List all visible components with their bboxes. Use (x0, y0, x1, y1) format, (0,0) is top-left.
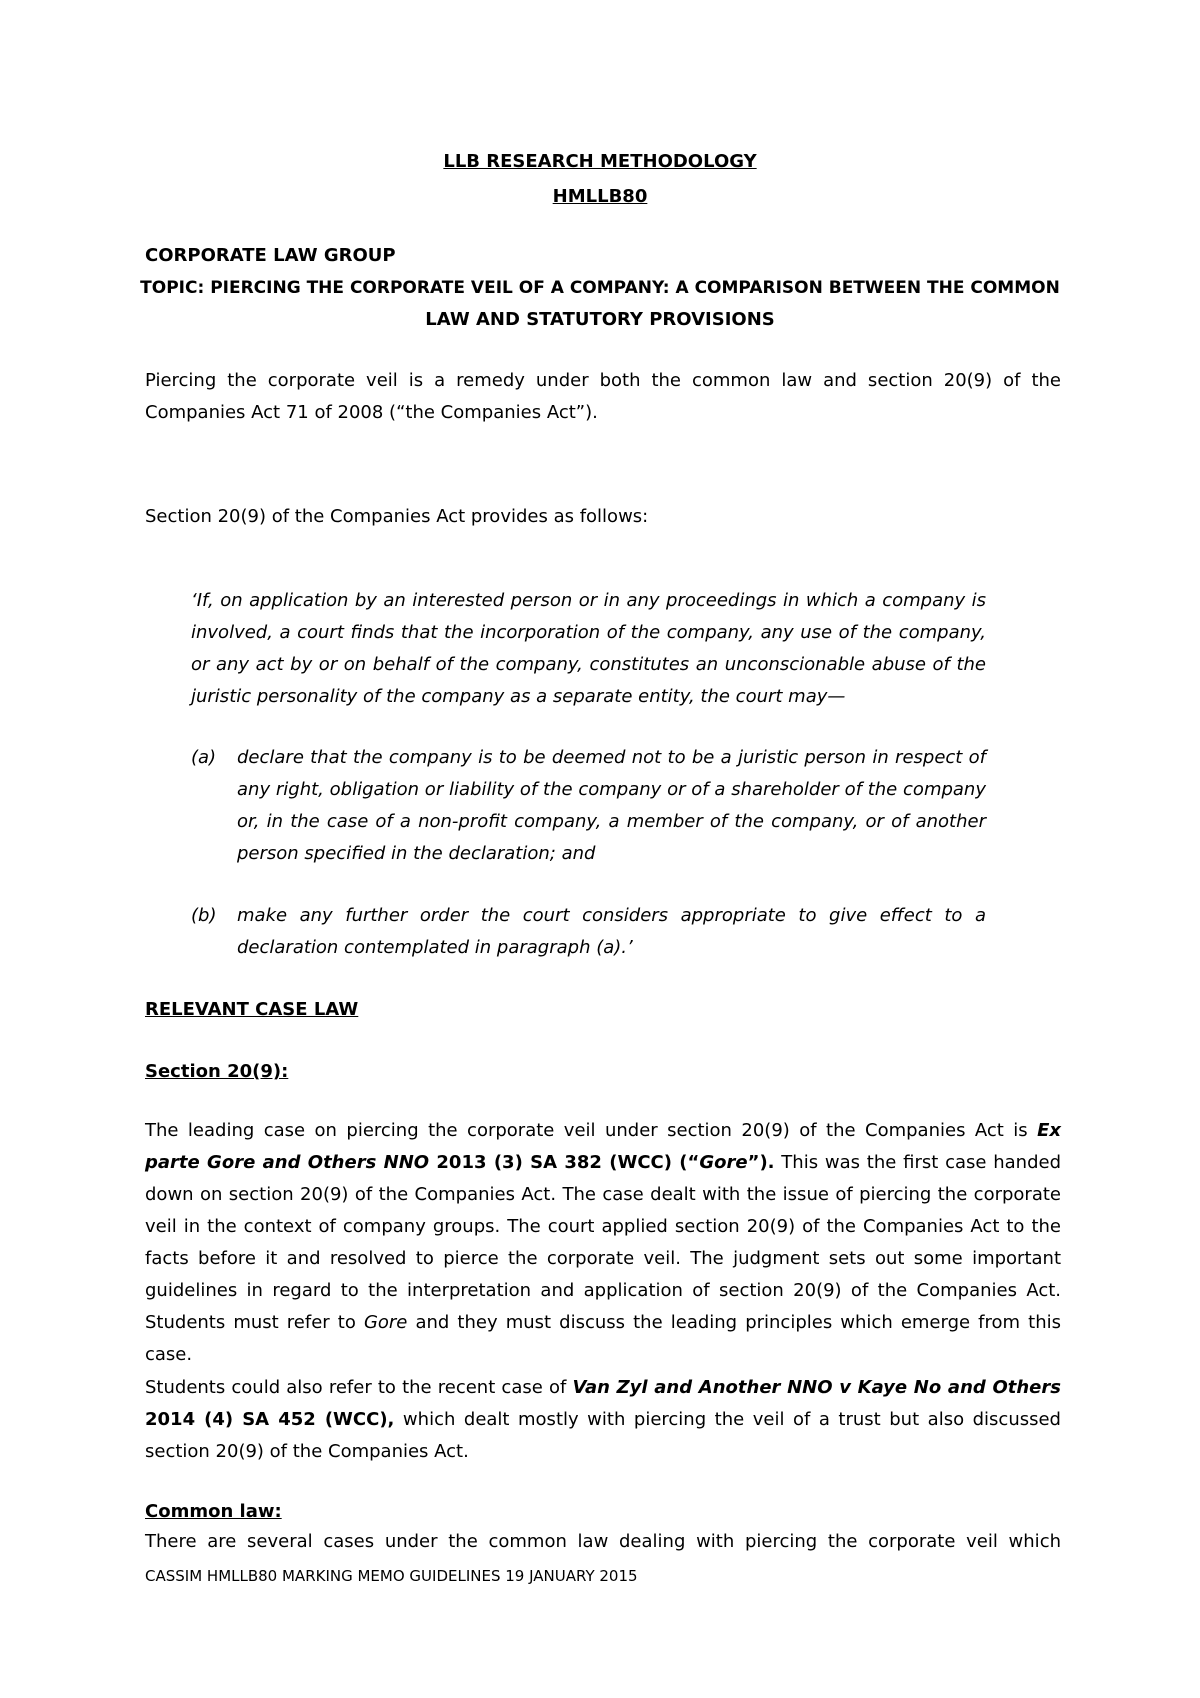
quote-item-a (191, 742, 986, 870)
common-law-heading: Common law: (145, 1501, 282, 1522)
gore-text-c: and they must discuss the leading principles which emerge from this case. (145, 1312, 1062, 1365)
van-zyl-paragraph (145, 1372, 1061, 1468)
quote-item-text: make any further order the court considers appropriate to give effect to a declaration contemplated in paragraph (a).’ (237, 905, 986, 958)
course-code: HMLLB80 (552, 186, 648, 207)
gore-text-b: This was the first case handed down on section 20(9) of the Companies Act. The case dealt with the issue of piercing the corporate veil in the context of company groups. The court applied section 20(9) of the Companies Act to the facts before it and resolved to pierce the corporate veil. The judgment sets out some important guidelines in regard to the interpretation and application of section 20(9) of the Companies Act. Students must refer to (145, 1152, 1061, 1333)
gore-reference: Gore (363, 1312, 408, 1333)
topic-line-1: TOPIC: PIERCING THE CORPORATE VEIL OF A COMPANY: A COMPARISON BETWEEN THE COMMON (140, 278, 1060, 298)
page-footer: CASSIM HMLLB80 MARKING MEMO GUIDELINES 19 JANUARY 2015 (145, 1567, 638, 1585)
course-title: LLB RESEARCH METHODOLOGY (443, 151, 757, 172)
gore-text-a: The leading case on piercing the corporate veil under section 20(9) of the Companies Act is (145, 1120, 1038, 1141)
gore-citation: 2013 (3) SA 382 (WCC) (“ (429, 1152, 700, 1173)
common-law-text: There are several cases under the common law dealing with piercing the corporate veil which (145, 1531, 1061, 1552)
van-zyl-case-name: Van Zyl and Another NNO v Kaye No and Others (572, 1377, 1061, 1398)
van-zyl-citation: 2014 (4) SA 452 (WCC), (145, 1409, 395, 1430)
section-intro: Section 20(9) of the Companies Act provides as follows: (145, 506, 649, 527)
van-zyl-text-a: Students could also refer to the recent case of (145, 1377, 573, 1398)
van-zyl-text-b: which dealt mostly with piercing the veil of a trust but also discussed section 20(9) of the Companies Act. (145, 1409, 1061, 1462)
quote-item-label: (b) (191, 905, 217, 926)
statute-quote: ‘If, on application by an interested person or in any proceedings in which a company is involved, a court finds that the incorporation of the company, any use of the company, or any act by or on behalf of the company, constitutes an unconscionable abuse of the juristic personality of the company as a separate entity, the court may— (191, 590, 986, 707)
group-heading: CORPORATE LAW GROUP (145, 245, 396, 266)
quote-item-label: (a) (191, 747, 217, 768)
topic-line-2: LAW AND STATUTORY PROVISIONS (425, 309, 775, 330)
quote-item-text: declare that the company is to be deemed not to be a juristic person in respect of any right, obligation or liability of the company or of a shareholder of the company or, in the case of a non-profit company, a member of the company, or of another person specified in the declaration; and (237, 747, 986, 864)
section-heading: Section 20(9): (145, 1061, 289, 1082)
intro-paragraph: Piercing the corporate veil is a remedy under both the common law and section 20(9) of the Companies Act 71 of 2008 (“the Companies Act”). (145, 370, 1061, 423)
case-law-heading: RELEVANT CASE LAW (145, 999, 359, 1020)
gore-short-name: Gore (699, 1152, 748, 1173)
quote-item-b (191, 900, 986, 964)
gore-paragraph (145, 1115, 1061, 1371)
gore-citation-end: ”). (747, 1152, 775, 1173)
gore-case-name: Ex parte Gore and Others NNO (145, 1120, 1061, 1173)
